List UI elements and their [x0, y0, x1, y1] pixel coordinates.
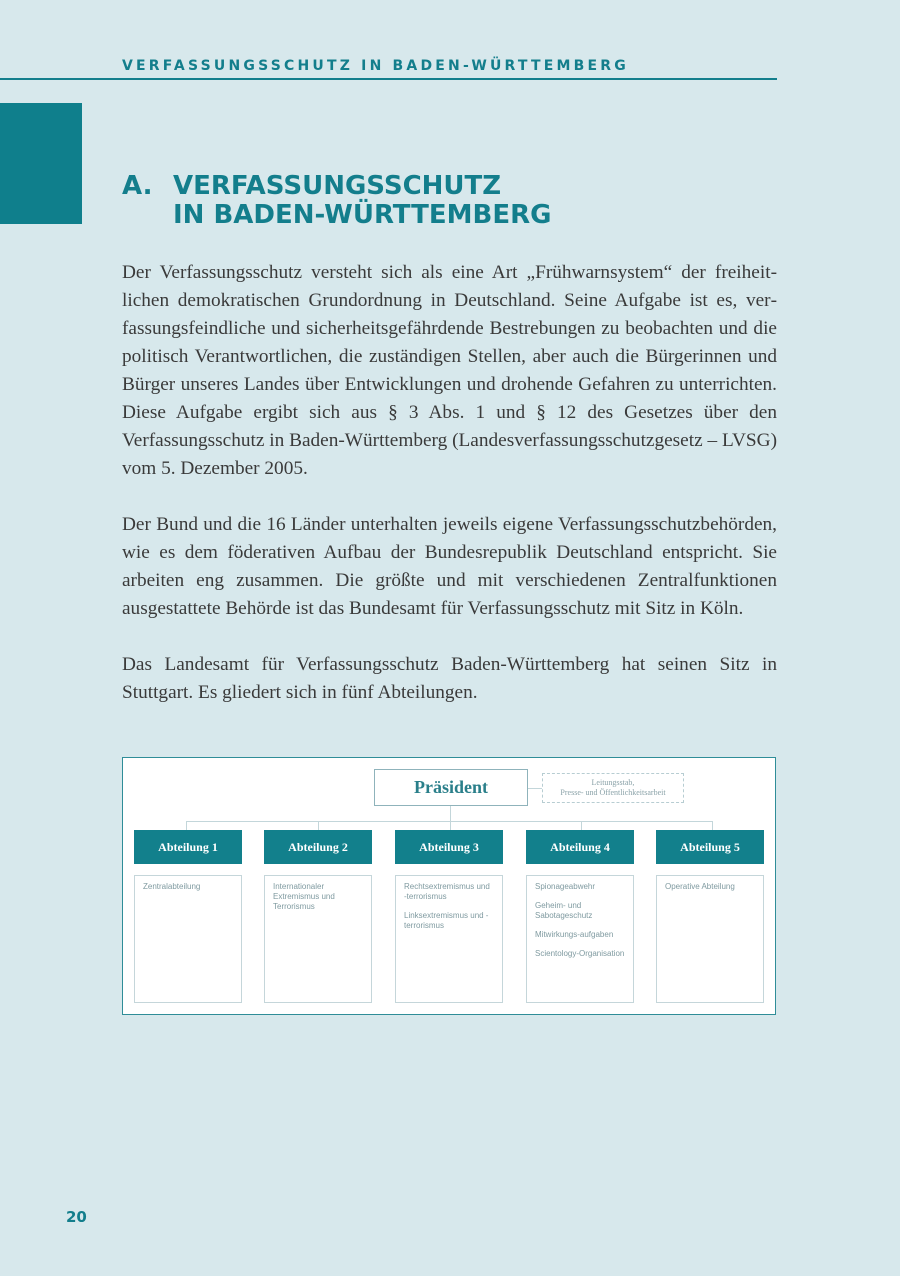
- connector-dept-3: [450, 821, 451, 830]
- running-head: VERFASSUNGSSCHUTZ IN BADEN-WÜRTTEMBERG: [122, 58, 629, 74]
- body-text: [122, 259, 777, 735]
- connector-dept-2: [318, 821, 319, 830]
- page-number: 20: [66, 1208, 87, 1226]
- staff-box: [542, 773, 684, 803]
- department-5-head: Abteilung 5: [656, 830, 764, 864]
- connector-president-down: [450, 806, 451, 822]
- department-4-head: Abteilung 4: [526, 830, 634, 864]
- department-3-head: Abteilung 3: [395, 830, 503, 864]
- connector-dept-4: [581, 821, 582, 830]
- header-rule: [0, 78, 777, 80]
- chapter-marker-block: [0, 103, 82, 224]
- department-4-item-3: Mitwirkungs-aufgaben: [535, 930, 614, 939]
- department-1-box: [134, 875, 242, 1003]
- department-2-box: [264, 875, 372, 1003]
- connector-dept-5: [712, 821, 713, 830]
- connector-dept-1: [186, 821, 187, 830]
- section-title: [122, 172, 551, 230]
- department-4-item-2: Geheim- und Sabotageschutz: [535, 901, 593, 920]
- paragraph-1: Der Verfassungsschutz versteht sich als eine Art „Frühwarnsystem“ der freiheitlichen demokratischen Grundordnung in Deutschland. Seine Aufgabe ist es, verfassungsfeindliche und sicherheitsgefährdende Bestrebungen zu beobachten und die politisch Verantwortlichen, die zuständigen Stellen, aber auch die Bürgerinnen und Bürger unseres Landes über Entwicklungen und drohende Gefahren zu unterrichten. Diese Aufgabe ergibt sich aus § 3 Abs. 1 und § 12 des Gesetzes über den Verfassungsschutz in Baden-Württemberg (Landesverfassungsschutzgesetz – LVSG) vom 5. Dezember 2005.: [122, 262, 777, 479]
- department-1-head: Abteilung 1: [134, 830, 242, 864]
- section-title-line-2: IN BADEN-WÜRTTEMBERG: [173, 200, 552, 230]
- department-3-item-2: Linksextremismus und -terrorismus: [404, 911, 489, 930]
- org-chart: [122, 757, 776, 1015]
- section-letter: A.: [122, 171, 153, 201]
- department-5-box: [656, 875, 764, 1003]
- department-5-item: Operative Abteilung: [665, 882, 735, 891]
- president-box: Präsident: [374, 769, 528, 806]
- department-4-item-1: Spionageabwehr: [535, 882, 596, 891]
- staff-label-2: Presse- und Öffentlichkeitsarbeit: [560, 788, 666, 797]
- department-1-item: Zentralabteilung: [143, 882, 201, 891]
- connector-president-staff: [528, 788, 542, 789]
- section-title-line-1: VERFASSUNGSSCHUTZ: [173, 171, 502, 201]
- paragraph-3: Das Landesamt für Verfassungsschutz Baden-Württemberg hat seinen Sitz in Stuttgart. Es gliedert sich in fünf Abteilungen.: [122, 654, 777, 703]
- department-3-box: [395, 875, 503, 1003]
- department-3-item-1: Rechtsextremismus und -terrorismus: [404, 882, 490, 901]
- department-2-head: Abteilung 2: [264, 830, 372, 864]
- department-2-item: Internationaler Extremismus und Terrorismus: [273, 882, 335, 911]
- connector-horizontal: [186, 821, 712, 822]
- department-4-item-4: Scientology-Organisation: [535, 949, 625, 958]
- staff-label-1: Leitungsstab,: [591, 778, 635, 787]
- paragraph-2: Der Bund und die 16 Länder unterhalten jeweils eigene Verfassungsschutzbehörden, wie es dem föderativen Aufbau der Bundesrepublik Deutschland entspricht. Sie arbeiten eng zusammen. Die größte und mit verschiedenen Zentralfunktionen ausgestattete Behörde ist das Bundesamt für Verfassungsschutz mit Sitz in Köln.: [122, 514, 777, 619]
- department-4-box: [526, 875, 634, 1003]
